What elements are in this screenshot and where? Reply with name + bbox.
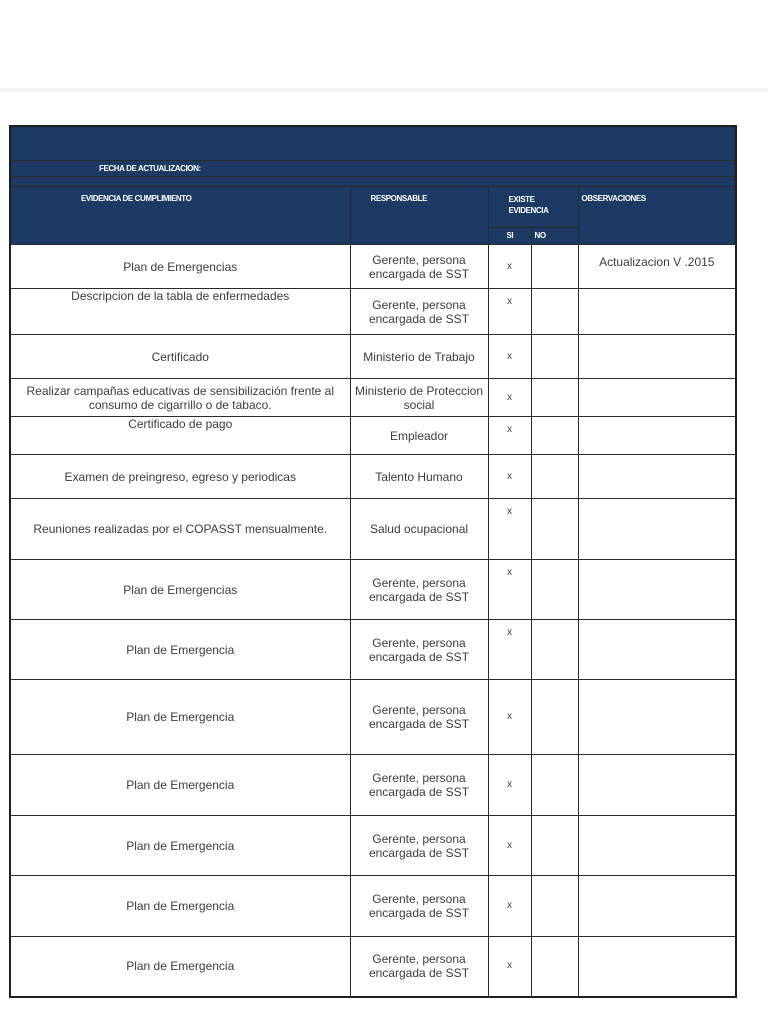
cell-responsable: Gerente, persona encargada de SST (350, 876, 488, 937)
cell-evidencia: Reuniones realizadas por el COPASST mensualmente. (10, 499, 350, 560)
cell-evidencia: Plan de Emergencia (10, 876, 350, 937)
cell-responsable: Gerente, persona encargada de SST (350, 937, 488, 997)
cell-no (531, 335, 578, 379)
cell-responsable: Ministerio de Trabajo (350, 335, 488, 379)
cell-responsable: Gerente, persona encargada de SST (350, 620, 488, 680)
table-row (10, 816, 736, 876)
cell-si: x (488, 755, 531, 816)
cell-observaciones (578, 417, 736, 455)
cell-si: x (488, 560, 531, 620)
cell-si: x (488, 937, 531, 997)
table-row (10, 245, 736, 289)
cell-si: x (488, 455, 531, 499)
cell-observaciones (578, 245, 736, 289)
compliance-table (9, 125, 737, 998)
observaciones-text: Actualizacion V .2015 (599, 255, 715, 269)
table-row (10, 379, 736, 417)
cell-evidencia: Plan de Emergencia (10, 680, 350, 755)
cell-evidencia: Realizar campañas educativas de sensibilización frente al consumo de cigarrillo o de tabaco. (10, 379, 350, 417)
col-header-evidencia: EVIDENCIA DE CUMPLIMIENTO (10, 187, 350, 245)
observaciones-text (579, 620, 736, 630)
observaciones-text (579, 876, 736, 886)
cell-observaciones (578, 680, 736, 755)
col-header-si: SI (488, 228, 531, 245)
cell-no (531, 755, 578, 816)
cell-si: x (488, 289, 531, 335)
table-row (10, 755, 736, 816)
cell-responsable: Gerente, persona encargada de SST (350, 289, 488, 335)
page-divider (0, 88, 768, 92)
cell-no (531, 455, 578, 499)
cell-no (531, 245, 578, 289)
cell-responsable: Talento Humano (350, 455, 488, 499)
table-row (10, 560, 736, 620)
cell-si: x (488, 335, 531, 379)
cell-evidencia: Certificado (10, 335, 350, 379)
cell-evidencia: Certificado de pago (10, 417, 350, 455)
table-row (10, 335, 736, 379)
cell-no (531, 876, 578, 937)
observaciones-text (579, 816, 736, 826)
col-header-no: NO (531, 228, 578, 245)
update-date-label: FECHA DE ACTUALIZACION: (99, 164, 201, 173)
col-header-existe-evidencia: EXISTE EVIDENCIA (488, 187, 578, 228)
table-row (10, 620, 736, 680)
cell-no (531, 417, 578, 455)
cell-evidencia: Plan de Emergencias (10, 245, 350, 289)
cell-no (531, 499, 578, 560)
cell-observaciones (578, 499, 736, 560)
observaciones-text (579, 455, 736, 465)
table-row (10, 876, 736, 937)
cell-observaciones (578, 937, 736, 997)
cell-responsable: Empleador (350, 417, 488, 455)
observaciones-text (579, 499, 736, 509)
cell-si: x (488, 245, 531, 289)
cell-observaciones (578, 876, 736, 937)
cell-responsable: Ministerio de Proteccion social (350, 379, 488, 417)
cell-si: x (488, 499, 531, 560)
cell-evidencia: Descripcion de la tabla de enfermedades (10, 289, 350, 335)
cell-si: x (488, 816, 531, 876)
cell-si: x (488, 379, 531, 417)
observaciones-text (579, 289, 736, 299)
update-date-row (10, 161, 736, 177)
cell-responsable: Gerente, persona encargada de SST (350, 245, 488, 289)
cell-evidencia: Plan de Emergencia (10, 816, 350, 876)
cell-no (531, 680, 578, 755)
header-title-band (10, 126, 736, 161)
cell-responsable: Gerente, persona encargada de SST (350, 560, 488, 620)
cell-observaciones (578, 816, 736, 876)
table-row (10, 455, 736, 499)
observaciones-text (579, 755, 736, 765)
cell-evidencia: Plan de Emergencia (10, 755, 350, 816)
observaciones-text (579, 680, 736, 690)
cell-si: x (488, 680, 531, 755)
observaciones-text (579, 379, 736, 389)
table-row (10, 499, 736, 560)
cell-observaciones (578, 335, 736, 379)
cell-observaciones (578, 560, 736, 620)
cell-no (531, 289, 578, 335)
cell-observaciones (578, 755, 736, 816)
observaciones-text (579, 417, 736, 427)
table-row (10, 937, 736, 997)
cell-evidencia: Plan de Emergencias (10, 560, 350, 620)
table-row (10, 289, 736, 335)
cell-evidencia: Plan de Emergencia (10, 937, 350, 997)
cell-responsable: Salud ocupacional (350, 499, 488, 560)
cell-observaciones (578, 289, 736, 335)
cell-responsable: Gerente, persona encargada de SST (350, 680, 488, 755)
observaciones-text (579, 335, 736, 345)
cell-evidencia: Examen de preingreso, egreso y periodicas (10, 455, 350, 499)
cell-no (531, 937, 578, 997)
cell-observaciones (578, 379, 736, 417)
header-spacer (10, 177, 736, 187)
cell-no (531, 560, 578, 620)
cell-no (531, 816, 578, 876)
table-row (10, 417, 736, 455)
observaciones-text (579, 560, 736, 570)
cell-responsable: Gerente, persona encargada de SST (350, 816, 488, 876)
cell-observaciones (578, 620, 736, 680)
cell-no (531, 379, 578, 417)
cell-observaciones (578, 455, 736, 499)
col-header-responsable: RESPONSABLE (350, 187, 488, 245)
cell-no (531, 620, 578, 680)
observaciones-text (579, 937, 736, 947)
col-header-observaciones: OBSERVACIONES (578, 187, 736, 245)
cell-si: x (488, 620, 531, 680)
cell-si: x (488, 417, 531, 455)
cell-evidencia: Plan de Emergencia (10, 620, 350, 680)
cell-responsable: Gerente, persona encargada de SST (350, 755, 488, 816)
table-row (10, 680, 736, 755)
cell-si: x (488, 876, 531, 937)
